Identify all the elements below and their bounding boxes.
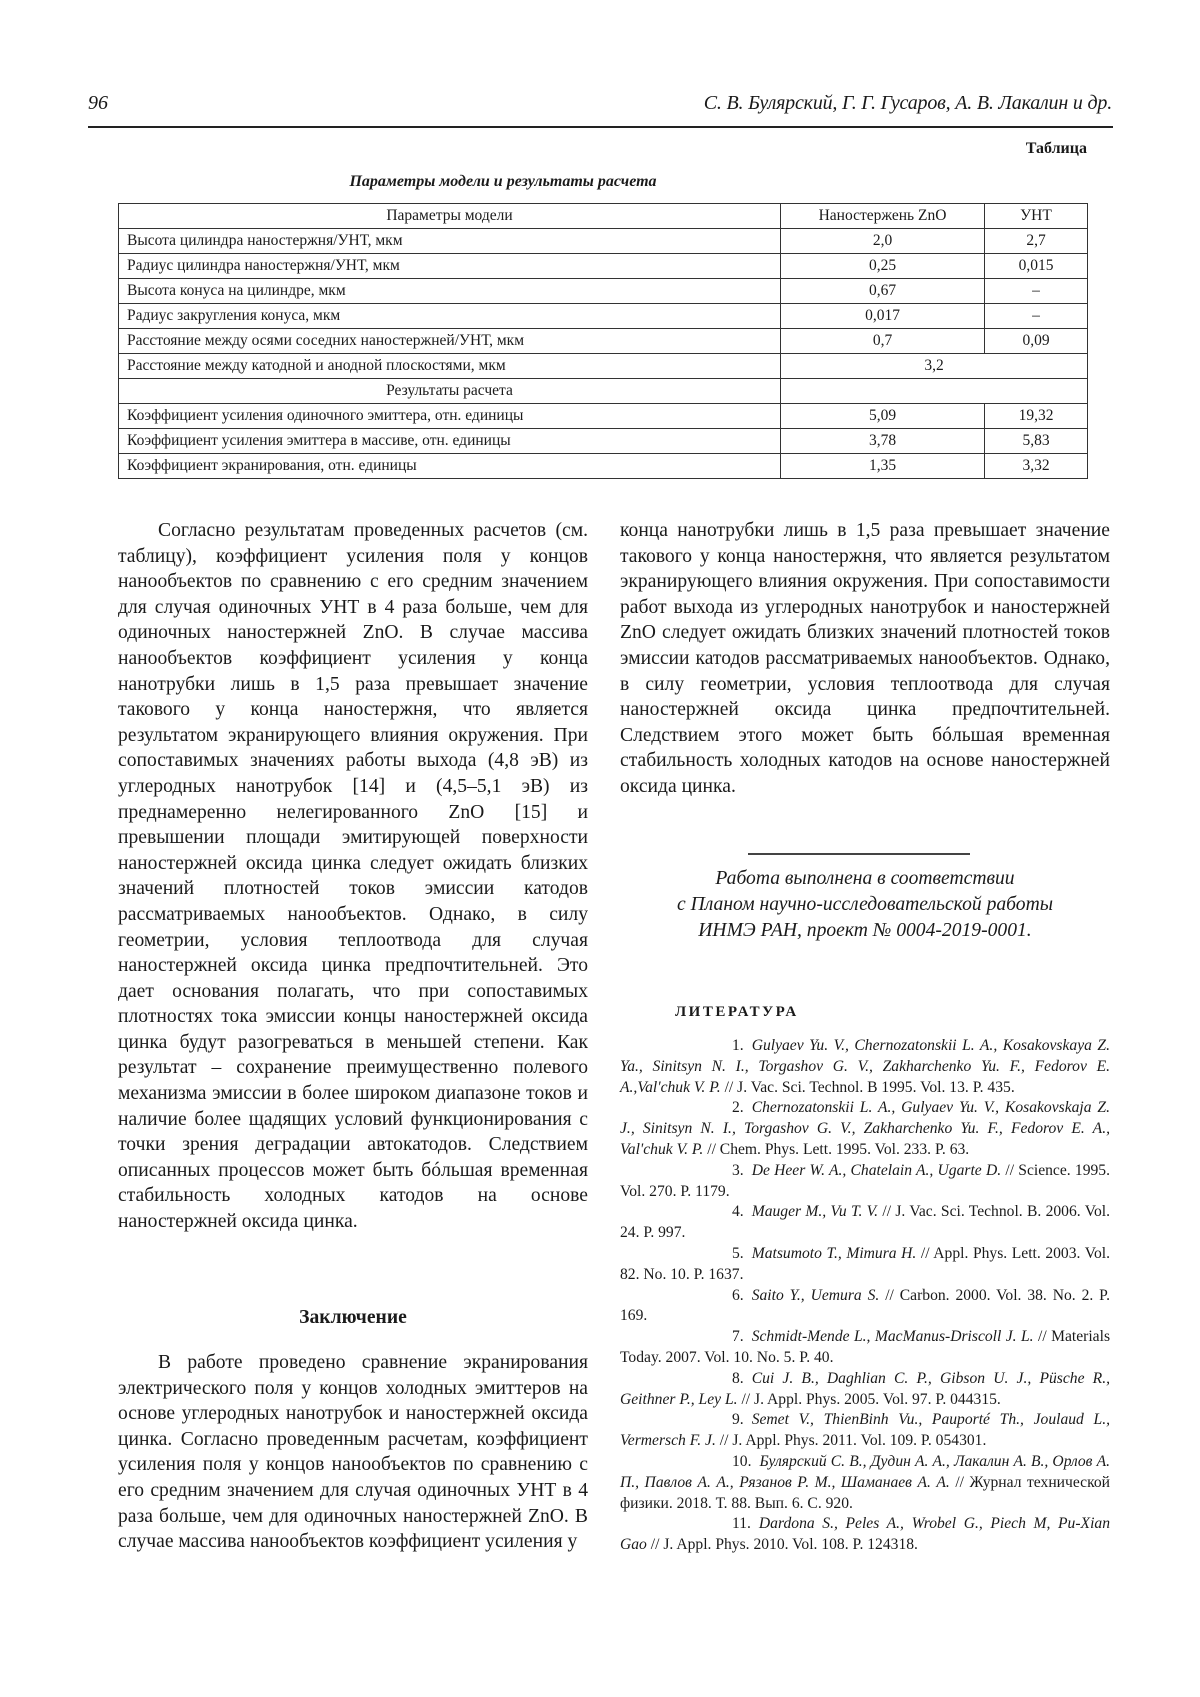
- reference-item: [620, 1410, 1110, 1452]
- reference-source: // J. Appl. Phys. 2011. Vol. 109. P. 054301.: [719, 1432, 987, 1450]
- acknowledgement: [620, 866, 1110, 944]
- reference-item: [620, 1327, 1110, 1369]
- table-row: [119, 404, 1088, 429]
- reference-authors: De Heer W. A., Chatelain A., Ugarte D.: [751, 1161, 1002, 1179]
- reference-authors: Saito Y., Uemura S.: [751, 1286, 880, 1304]
- zno-cell: 3,78: [781, 429, 985, 454]
- reference-source: // Carbon. 2000. Vol. 38. No. 2. P. 169.: [620, 1286, 1111, 1325]
- reference-authors: Dardona S., Peles A., Wrobel G., Piech M, Pu-Xian Gao: [620, 1515, 1110, 1554]
- body-paragraph-continued: конца нанотрубки лишь в 1,5 раза превышает значение такового у конца наностержня, что является результатом экранирующего влияния окружения. При сопоставимости работ выхода из углеродных нанотрубок и наностержней ZnO следует ожидать близких значений плотностей токов эмиссии катодов рассматриваемых нанообъектов. Однако, в силу геометрии, условия теплоотвода для случая наностержней оксида цинка предпочтительней. Следствием этого может быть бóльшая временная стабильность холодных катодов на основе наностержней оксида цинка.: [620, 520, 1110, 797]
- right-column: [620, 518, 1110, 800]
- reference-number: 9.: [732, 1411, 744, 1429]
- param-cell: Расстояние между осями соседних наностержней/УНТ, мкм: [119, 329, 781, 354]
- shared-value-cell: 3,2: [781, 354, 1088, 379]
- zno-cell: 5,09: [781, 404, 985, 429]
- param-cell: Высота конуса на цилиндре, мкм: [119, 279, 781, 304]
- acknowledgement-rule: [748, 853, 970, 855]
- reference-authors: Gulyaev Yu. V., Chernozatonskii L. A., Kosakovskaya Z. Ya., Sinitsyn N. I., Torgashov G. V., Zakharchenko Yu. F., Fedorov E. A.,Val'chuk V. P.: [620, 1037, 1110, 1096]
- acknowledgement-line: ИНМЭ РАН, проект № 0004-2019-0001.: [698, 920, 1032, 941]
- reference-item: [620, 1202, 1110, 1244]
- reference-item: [620, 1286, 1110, 1328]
- table-row: [119, 429, 1088, 454]
- cnt-cell: 0,015: [985, 254, 1088, 279]
- param-cell: Коэффициент экранирования, отн. единицы: [119, 454, 781, 479]
- reference-source: // J. Appl. Phys. 2010. Vol. 108. P. 124318.: [650, 1536, 918, 1554]
- reference-item: [620, 1244, 1110, 1286]
- conclusion-paragraph: В работе проведено сравнение экранирования электрического поля у концов холодных эмиттеров на основе углеродных нанотрубок и наностержней оксида цинка. Согласно проведенным расчетам, коэффициент усиления поля у концов нанообъектов по сравнению с его средним значением для случая одиночных УНТ в 4 раза больше, чем для одиночных наностержней ZnO. В случае массива нанообъектов коэффициент усиления у: [118, 1352, 588, 1553]
- reference-number: 7.: [732, 1328, 744, 1346]
- reference-source: // Журнал технической физики. 2018. Т. 88. Вып. 6. С. 920.: [620, 1473, 1111, 1512]
- column-header: УНТ: [985, 204, 1088, 229]
- zno-cell: 2,0: [781, 229, 985, 254]
- cnt-cell: 3,32: [985, 454, 1088, 479]
- reference-source: // J. Vac. Sci. Technol. B 1995. Vol. 13. P. 435.: [724, 1078, 1015, 1096]
- references-list: [620, 1036, 1110, 1556]
- table-row-shared: [119, 354, 1088, 379]
- reference-item: [620, 1514, 1110, 1556]
- reference-number: 5.: [732, 1244, 744, 1262]
- cnt-cell: 19,32: [985, 404, 1088, 429]
- table-row: [119, 454, 1088, 479]
- zno-cell: 0,67: [781, 279, 985, 304]
- reference-item: [620, 1036, 1110, 1098]
- param-cell: Коэффициент усиления одиночного эмиттера, отн. единицы: [119, 404, 781, 429]
- table-row: [119, 254, 1088, 279]
- reference-number: 1.: [732, 1037, 744, 1054]
- body-paragraph: Согласно результатам проведенных расчетов (см. таблицу), коэффициент усиления поля у концов нанообъектов по сравнению с его средним значением для случая одиночных УНТ в 4 раза больше, чем для одиночных наностержней ZnO. В случае массива нанообъектов коэффициент усиления у конца нанотрубки лишь в 1,5 раза превышает значение такового у конца наностержня, что является результатом экранирующего влияния окружения. При сопоставимых значениях работы выхода (4,8 эВ) из углеродных нанотрубок [14] и (4,5–5,1 эВ) из преднамеренно нелегированного ZnO [15] и превышении площади эмитирующей поверхности наностержней оксида цинка следует ожидать близких значений плотностей токов эмиссии катодов рассматриваемых нанообъектов. Однако, в силу геометрии, условия теплоотвода для случая наностержней оксида цинка предпочтительней. Это дает основания полагать, что при сопоставимых плотностях тока эмиссии концы наностержней оксида цинка будут разогреваться в меньшей степени. Как результат – сохранение преимущественно полевого механизма эмиссии в более широком диапазоне токов и наличие более щадящих условий функционирования с точки зрения деградации автокатодов. Следствием описанных процессов может быть бóльшая временная стабильность холодных катодов на основе наностержней оксида цинка.: [118, 520, 588, 1233]
- zno-cell: 0,017: [781, 304, 985, 329]
- reference-source: // Chem. Phys. Lett. 1995. Vol. 233. P. 63.: [707, 1140, 970, 1158]
- parameters-table: [118, 203, 1088, 479]
- zno-cell: 0,7: [781, 329, 985, 354]
- column-header: Параметры модели: [119, 204, 781, 229]
- reference-number: 6.: [732, 1286, 744, 1304]
- table-row: [119, 229, 1088, 254]
- reference-authors: Cui J. B., Daghlian C. P., Gibson U. J., Püsche R., Geithner P., Ley L.: [620, 1369, 1110, 1408]
- page-number: 96: [88, 92, 108, 114]
- table-label: Таблица: [1025, 140, 1087, 157]
- zno-cell: 1,35: [781, 454, 985, 479]
- reference-authors: Chernozatonskii L. A., Gulyaev Yu. V., Kosakovskaja Z. J., Sinitsyn N. I., Torgashov G. V., Zakharchenko Yu. F., Fedorov E. A., Val'chuk V. P.: [620, 1099, 1110, 1158]
- left-column: [118, 518, 588, 1235]
- reference-number: 2.: [732, 1099, 744, 1117]
- reference-source: // Materials Today. 2007. Vol. 10. No. 5. P. 40.: [620, 1328, 1111, 1366]
- zno-cell: 0,25: [781, 254, 985, 279]
- param-cell: Высота цилиндра наностержня/УНТ, мкм: [119, 229, 781, 254]
- results-header: Результаты расчета: [119, 379, 781, 404]
- reference-item: [620, 1369, 1110, 1411]
- reference-number: 3.: [732, 1161, 744, 1179]
- reference-authors: Semet V., ThienBinh Vu., Pauporté Th., Joulaud L., Vermersch F. J.: [620, 1411, 1110, 1450]
- table-row: [119, 304, 1088, 329]
- references-heading: ЛИТЕРАТУРА: [675, 1004, 799, 1020]
- conclusion-heading: Заключение: [299, 1307, 407, 1328]
- param-cell: Расстояние между катодной и анодной плоскостями, мкм: [119, 354, 781, 379]
- empty-cell: [781, 379, 1088, 404]
- reference-authors: Булярский С. В., Дудин А. А., Лакалин А. В., Орлов А. П., Павлов А. А., Рязанов Р. М., Шаманаев А. А.: [620, 1452, 1110, 1491]
- param-cell: Радиус цилиндра наностержня/УНТ, мкм: [119, 254, 781, 279]
- reference-authors: Mauger M., Vu T. V.: [751, 1203, 879, 1221]
- header-rule: [88, 126, 1113, 128]
- conclusion-section: [118, 1350, 588, 1555]
- cnt-cell: –: [985, 304, 1088, 329]
- reference-source: // J. Appl. Phys. 2005. Vol. 97. P. 044315.: [741, 1390, 1001, 1408]
- reference-source: // Science. 1995. Vol. 270. P. 1179.: [620, 1161, 1110, 1200]
- cnt-cell: –: [985, 279, 1088, 304]
- reference-number: 10.: [732, 1452, 752, 1470]
- param-cell: Коэффициент усиления эмиттера в массиве, отн. единицы: [119, 429, 781, 454]
- acknowledgement-line: с Планом научно-исследовательской работы: [677, 894, 1053, 915]
- table-row: [119, 279, 1088, 304]
- reference-number: 11.: [732, 1515, 751, 1533]
- table-row: [119, 329, 1088, 354]
- results-header-row: [119, 379, 1088, 404]
- reference-number: 8.: [732, 1369, 744, 1387]
- reference-source: // Appl. Phys. Lett. 2003. Vol. 82. No. 10. P. 1637.: [620, 1244, 1110, 1283]
- reference-item: [620, 1452, 1110, 1514]
- reference-number: 4.: [732, 1203, 744, 1221]
- column-header: Наностержень ZnO: [781, 204, 985, 229]
- table-header-row: [119, 204, 1088, 229]
- table-caption: Параметры модели и результаты расчета: [349, 173, 657, 190]
- reference-authors: Matsumoto T., Mimura H.: [751, 1244, 917, 1262]
- cnt-cell: 0,09: [985, 329, 1088, 354]
- reference-source: // J. Vac. Sci. Technol. B. 2006. Vol. 24. P. 997.: [620, 1203, 1110, 1242]
- acknowledgement-line: Работа выполнена в соответствии: [715, 868, 1015, 889]
- param-cell: Радиус закругления конуса, мкм: [119, 304, 781, 329]
- reference-item: [620, 1161, 1110, 1203]
- reference-authors: Schmidt-Mende L., MacManus-Driscoll J. L.: [751, 1328, 1034, 1346]
- reference-item: [620, 1098, 1110, 1160]
- cnt-cell: 5,83: [985, 429, 1088, 454]
- cnt-cell: 2,7: [985, 229, 1088, 254]
- running-head: С. В. Булярский, Г. Г. Гусаров, А. В. Лакалин и др.: [703, 92, 1112, 114]
